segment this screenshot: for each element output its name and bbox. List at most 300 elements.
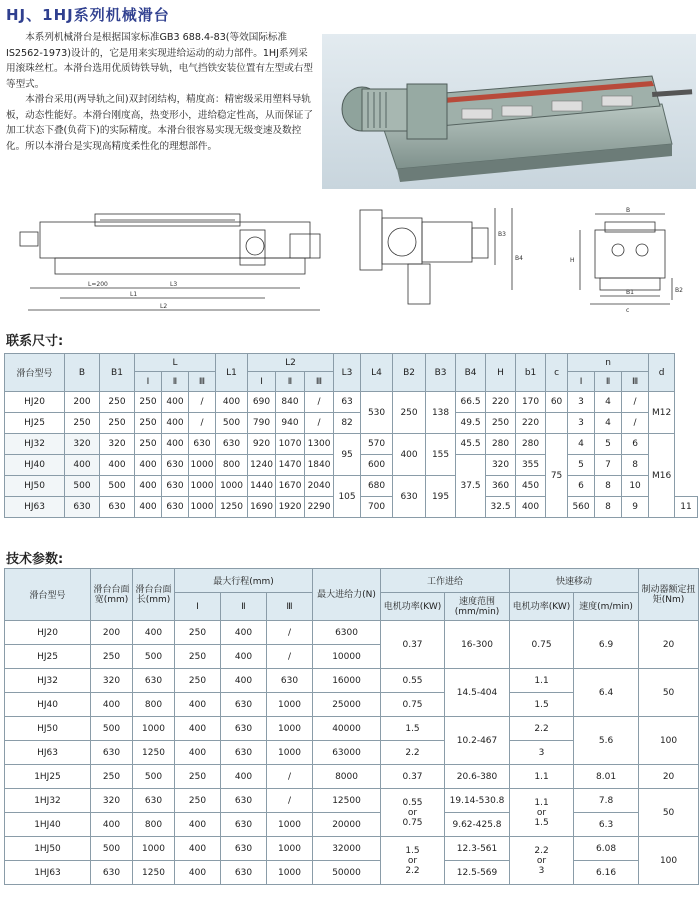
- cell: /: [267, 621, 313, 645]
- col-n-iii: Ⅲ: [622, 372, 649, 392]
- cell: 195: [426, 476, 456, 518]
- product-photo: [322, 34, 696, 189]
- col-b1-small: b1: [516, 354, 546, 392]
- cell-line: 1.1: [534, 797, 549, 808]
- cell: 500: [100, 476, 135, 497]
- table-row: [5, 765, 699, 789]
- cell: 12.3-561: [445, 837, 510, 861]
- cell: 1470: [276, 455, 305, 476]
- cell: 155: [426, 434, 456, 476]
- cell: 690: [248, 392, 276, 413]
- cell: /: [189, 392, 216, 413]
- cell: 500: [216, 413, 248, 434]
- cell: 6.08: [574, 837, 639, 861]
- cell: 630: [221, 741, 267, 765]
- cell-line: 2.2: [534, 845, 549, 856]
- cell: 630: [91, 741, 133, 765]
- cell-model: HJ63: [5, 497, 65, 518]
- cell-model: HJ32: [5, 669, 91, 693]
- cell-rapid-motor-1hj32-40: [510, 789, 574, 837]
- cell: 450: [516, 476, 546, 497]
- cell: 920: [248, 434, 276, 455]
- cell: 250: [486, 413, 516, 434]
- cell: 790: [248, 413, 276, 434]
- col-l2: L2: [248, 354, 334, 372]
- cell: 1000: [267, 717, 313, 741]
- cell: 320: [91, 789, 133, 813]
- cell: 400: [162, 413, 189, 434]
- cell: 3: [568, 392, 595, 413]
- cell: 40000: [313, 717, 381, 741]
- cell: 16000: [313, 669, 381, 693]
- cell: 280: [516, 434, 546, 455]
- cell: 0.75: [381, 693, 445, 717]
- section-title-dimensions: 联系尺寸:: [6, 334, 64, 349]
- cell: 500: [133, 765, 175, 789]
- cell-line: 2.2: [405, 865, 420, 876]
- label-c: c: [626, 307, 630, 314]
- col-l-ii: Ⅱ: [162, 372, 189, 392]
- cell: 1000: [267, 693, 313, 717]
- cell: 45.5: [456, 434, 486, 455]
- cell: 60: [546, 392, 568, 413]
- cell-model: 1HJ32: [5, 789, 91, 813]
- cell-line: 1.5: [534, 817, 549, 828]
- cell: 400: [162, 392, 189, 413]
- cell: 11: [675, 497, 698, 518]
- cell: 400: [65, 455, 100, 476]
- cell: 630: [216, 434, 248, 455]
- cell: 6.16: [574, 861, 639, 885]
- col-c: c: [546, 354, 568, 392]
- cell: /: [305, 413, 334, 434]
- cell: 5: [595, 434, 622, 455]
- col-l4: L4: [361, 354, 393, 392]
- table-row: [5, 837, 699, 861]
- label-l3: L3: [170, 281, 178, 288]
- cell: 250: [175, 645, 221, 669]
- cell: 1000: [267, 741, 313, 765]
- cell: 400: [175, 837, 221, 861]
- cell-model: HJ50: [5, 717, 91, 741]
- cell: /: [267, 765, 313, 789]
- col-rapid-motor: 电机功率(KW): [510, 593, 574, 621]
- label-b2: B2: [675, 287, 683, 294]
- cell: 250: [175, 789, 221, 813]
- description-paragraph-1: 本系列机械滑台是根据国家标准GB3 688.4-83(等效国际标准IS2562-1973)设计的，它是用来实现进给运动的动力部件。1HJ系列采用滚珠丝杠。本滑台选用优质铸铁导轨，电气挡铁安装位置有左型或右型等型式。: [6, 32, 313, 90]
- cell: 630: [162, 455, 189, 476]
- cell: 8: [595, 497, 622, 518]
- cell: 2290: [305, 497, 334, 518]
- cell-model: HJ50: [5, 476, 65, 497]
- cell: 7: [595, 455, 622, 476]
- cell: 220: [486, 392, 516, 413]
- col-l2-ii: Ⅱ: [276, 372, 305, 392]
- table-row: [5, 669, 699, 693]
- col-motor-power: 电机功率(KW): [381, 593, 445, 621]
- cell: 400: [175, 717, 221, 741]
- cell: 95: [334, 434, 361, 476]
- cell: 10000: [313, 645, 381, 669]
- cell: 7.8: [574, 789, 639, 813]
- cell: 16-300: [445, 621, 510, 669]
- cell-line: or: [407, 807, 418, 818]
- cell: 66.5: [456, 392, 486, 413]
- cell: 250: [91, 765, 133, 789]
- cell: 1840: [305, 455, 334, 476]
- table-row: [5, 861, 699, 885]
- cell: 75: [546, 434, 568, 518]
- cell: 1920: [276, 497, 305, 518]
- col-travel-i: Ⅰ: [175, 593, 221, 621]
- cell: 630: [91, 861, 133, 885]
- cell: 2.2: [510, 717, 574, 741]
- cell: 320: [91, 669, 133, 693]
- cell: 250: [91, 645, 133, 669]
- col-travel-iii: Ⅲ: [267, 593, 313, 621]
- table-row: [5, 789, 699, 813]
- cell: 20: [639, 621, 699, 669]
- cell: 50: [639, 789, 699, 837]
- cell-model: 1HJ50: [5, 837, 91, 861]
- cell: 800: [216, 455, 248, 476]
- cell: 63: [334, 392, 361, 413]
- col-n-ii: Ⅱ: [595, 372, 622, 392]
- section-title-tech-params: 技术参数:: [6, 552, 64, 567]
- cell: 5: [568, 455, 595, 476]
- cell-line: or: [536, 855, 547, 866]
- cell: M16: [649, 434, 675, 518]
- cell: 32.5: [486, 497, 516, 518]
- cell: 400: [91, 813, 133, 837]
- label-b1: B1: [626, 289, 634, 296]
- label-h: H: [570, 257, 575, 264]
- label-l2: L2: [160, 303, 168, 310]
- col-l3: L3: [334, 354, 361, 392]
- cell: 400: [393, 434, 426, 476]
- cell: 250: [175, 621, 221, 645]
- cell: 355: [516, 455, 546, 476]
- cell-line: or: [536, 807, 547, 818]
- cell: 570: [361, 434, 393, 455]
- cell: 12.5-569: [445, 861, 510, 885]
- dimensions-table: [4, 353, 698, 518]
- cell: 8: [622, 455, 649, 476]
- col-d: d: [649, 354, 675, 392]
- cell: 9.62-425.8: [445, 813, 510, 837]
- cell-rapid-motor-1hj50-63: [510, 837, 574, 885]
- cell: 1000: [189, 455, 216, 476]
- cell: 100: [639, 837, 699, 885]
- cell: 250: [135, 434, 162, 455]
- cell: 250: [393, 392, 426, 434]
- cell-model: 1HJ63: [5, 861, 91, 885]
- description-paragraph-2: 本滑台采用(两导轨之间)双封闭结构，精度高：精密级采用塑料导轨板，动态性能好。本滑台刚度高，热变形小，进给稳定性高，从而保证了加工状态下叠(负荷下)的实际精度。本滑台很容易实现无级变速及数控化。所以本滑台是实现高精度柔性化的理想部件。: [6, 94, 313, 152]
- col-n-i: Ⅰ: [568, 372, 595, 392]
- cell: /: [189, 413, 216, 434]
- cell: 1000: [267, 861, 313, 885]
- label-b3: B3: [498, 231, 506, 238]
- cell: 630: [162, 476, 189, 497]
- front-view-drawing: [570, 207, 683, 314]
- cell: 400: [175, 741, 221, 765]
- cell: 6: [622, 434, 649, 455]
- cell: 250: [135, 392, 162, 413]
- cell: 6300: [313, 621, 381, 645]
- cell: 320: [100, 434, 135, 455]
- cell: 25000: [313, 693, 381, 717]
- cell-model: HJ20: [5, 621, 91, 645]
- cell: 630: [221, 837, 267, 861]
- cell: 20000: [313, 813, 381, 837]
- cell: 6.4: [574, 669, 639, 717]
- col-length: 滑台台面长(mm): [133, 569, 175, 621]
- cell: 200: [65, 392, 100, 413]
- col-travel-ii: Ⅱ: [221, 593, 267, 621]
- cell: 1000: [133, 837, 175, 861]
- cell: 0.55: [381, 669, 445, 693]
- col-b4: B4: [456, 354, 486, 392]
- cell-model: HJ25: [5, 413, 65, 434]
- cell: 4: [595, 413, 622, 434]
- cell-line: 1.5: [405, 845, 420, 856]
- cell: 8000: [313, 765, 381, 789]
- cell: 400: [175, 861, 221, 885]
- cell-model: 1HJ40: [5, 813, 91, 837]
- cell: 630: [221, 813, 267, 837]
- cell: 1300: [305, 434, 334, 455]
- col-rapid: 快速移动: [510, 569, 639, 593]
- col-l2-iii: Ⅲ: [305, 372, 334, 392]
- cell: 500: [91, 837, 133, 861]
- side-view-drawing: [20, 214, 320, 310]
- cell: 400: [216, 392, 248, 413]
- cell: 400: [133, 621, 175, 645]
- cell: 630: [221, 693, 267, 717]
- technical-drawings: [0, 200, 700, 325]
- label-l1: L1: [130, 291, 138, 298]
- cell: 400: [175, 813, 221, 837]
- table-row: [5, 392, 698, 413]
- cell: 1.1: [510, 765, 574, 789]
- cell: 37.5: [456, 455, 486, 518]
- cell: 250: [135, 413, 162, 434]
- cell: 500: [65, 476, 100, 497]
- cell: 400: [221, 621, 267, 645]
- cell: 6.9: [574, 621, 639, 669]
- cell: 320: [486, 455, 516, 476]
- cell: 100: [639, 717, 699, 765]
- cell: 0.37: [381, 765, 445, 789]
- col-speed-range: 速度范围(mm/min): [445, 593, 510, 621]
- cell-model: 1HJ25: [5, 765, 91, 789]
- cell: 32000: [313, 837, 381, 861]
- tech-params-table: [4, 568, 699, 885]
- col-l2-i: Ⅰ: [248, 372, 276, 392]
- cell: 10.2-467: [445, 717, 510, 765]
- cell: 400: [135, 476, 162, 497]
- cell-model: HJ25: [5, 645, 91, 669]
- cell: 680: [361, 476, 393, 497]
- cell: 800: [133, 693, 175, 717]
- table-row: [5, 813, 699, 837]
- cell-model: HJ40: [5, 455, 65, 476]
- cell-line: 0.55: [402, 797, 423, 808]
- col-model: 滑台型号: [5, 354, 65, 392]
- table-row: [5, 434, 698, 455]
- cell: 250: [175, 765, 221, 789]
- table-row: [5, 717, 699, 741]
- cell: 400: [175, 693, 221, 717]
- col-b2: B2: [393, 354, 426, 392]
- cell: /: [622, 392, 649, 413]
- table-row: [5, 413, 698, 434]
- cell: 400: [135, 455, 162, 476]
- cell: 1000: [216, 476, 248, 497]
- col-b3: B3: [426, 354, 456, 392]
- cell-motor-1hj32-40: [381, 789, 445, 837]
- col-torque: 制动器额定扭矩(Nm): [639, 569, 699, 621]
- cell: 1240: [248, 455, 276, 476]
- cell: 4: [568, 434, 595, 455]
- cell: 50: [639, 669, 699, 717]
- col-force: 最大进给力(N): [313, 569, 381, 621]
- cell: M12: [649, 392, 675, 434]
- cell: 1000: [189, 497, 216, 518]
- end-view-drawing: [360, 208, 523, 304]
- cell: 250: [100, 392, 135, 413]
- cell: 1070: [276, 434, 305, 455]
- col-width: 滑台台面宽(mm): [91, 569, 133, 621]
- cell: 1440: [248, 476, 276, 497]
- cell: 220: [516, 413, 546, 434]
- cell: 105: [334, 476, 361, 518]
- col-b1: B1: [100, 354, 135, 392]
- cell-line: or: [407, 855, 418, 866]
- cell: 630: [221, 789, 267, 813]
- cell: 1670: [276, 476, 305, 497]
- cell: 5.6: [574, 717, 639, 765]
- cell: 1.5: [381, 717, 445, 741]
- label-b4: B4: [515, 255, 523, 262]
- cell: 170: [516, 392, 546, 413]
- cell: 280: [486, 434, 516, 455]
- cell: 630: [133, 669, 175, 693]
- table-row: [5, 621, 699, 645]
- cell: 630: [267, 669, 313, 693]
- cell-model: HJ63: [5, 741, 91, 765]
- cell: 400: [100, 455, 135, 476]
- cell: 400: [162, 434, 189, 455]
- cell: 250: [100, 413, 135, 434]
- cell-model: HJ40: [5, 693, 91, 717]
- cell: 82: [334, 413, 361, 434]
- cell: 400: [516, 497, 546, 518]
- cell: 500: [133, 645, 175, 669]
- cell: 20.6-380: [445, 765, 510, 789]
- cell: /: [267, 645, 313, 669]
- cell: 400: [221, 765, 267, 789]
- table-row: [5, 476, 698, 497]
- cell-line: 0.75: [402, 817, 423, 828]
- label-l-200: L=200: [88, 281, 108, 288]
- col-n: n: [568, 354, 649, 372]
- cell: 630: [221, 717, 267, 741]
- page-title: HJ、1HJ系列机械滑台: [6, 6, 170, 24]
- col-travel: 最大行程(mm): [175, 569, 313, 593]
- cell-line: 3: [538, 865, 545, 876]
- cell: 4: [595, 392, 622, 413]
- cell: 1250: [133, 861, 175, 885]
- cell: 2040: [305, 476, 334, 497]
- cell: 8.01: [574, 765, 639, 789]
- cell: 700: [361, 497, 393, 518]
- cell: 1000: [189, 476, 216, 497]
- col-l: L: [135, 354, 216, 372]
- cell: 1690: [248, 497, 276, 518]
- cell: /: [622, 413, 649, 434]
- cell: 12500: [313, 789, 381, 813]
- col-work-feed: 工作进给: [381, 569, 510, 593]
- cell: 50000: [313, 861, 381, 885]
- cell: 400: [221, 645, 267, 669]
- cell: 0.37: [381, 621, 445, 669]
- cell: [546, 413, 568, 434]
- cell: 400: [135, 497, 162, 518]
- col-model: 滑台型号: [5, 569, 91, 621]
- cell: 1000: [133, 717, 175, 741]
- cell: 6.3: [574, 813, 639, 837]
- cell: 250: [65, 413, 100, 434]
- cell: 630: [65, 497, 100, 518]
- cell: 8: [595, 476, 622, 497]
- col-rapid-speed: 速度(m/min): [574, 593, 639, 621]
- cell-model: HJ20: [5, 392, 65, 413]
- cell: 138: [426, 392, 456, 434]
- cell: 63000: [313, 741, 381, 765]
- cell: 630: [189, 434, 216, 455]
- cell: 14.5-404: [445, 669, 510, 717]
- cell: 560: [568, 497, 595, 518]
- cell: 1250: [133, 741, 175, 765]
- description: [6, 30, 316, 154]
- cell: 2.2: [381, 741, 445, 765]
- cell: 1.5: [510, 693, 574, 717]
- cell: 9: [622, 497, 649, 518]
- cell: 1250: [216, 497, 248, 518]
- cell: 400: [221, 669, 267, 693]
- cell: 49.5: [456, 413, 486, 434]
- cell: 320: [65, 434, 100, 455]
- cell: /: [267, 789, 313, 813]
- cell: 630: [162, 497, 189, 518]
- cell: 200: [91, 621, 133, 645]
- cell: 20: [639, 765, 699, 789]
- col-h: H: [486, 354, 516, 392]
- cell: 3: [568, 413, 595, 434]
- cell: 630: [393, 476, 426, 518]
- cell: 250: [175, 669, 221, 693]
- cell-model: HJ32: [5, 434, 65, 455]
- cell: 1000: [267, 813, 313, 837]
- cell: 630: [100, 497, 135, 518]
- col-l1: L1: [216, 354, 248, 392]
- cell: 840: [276, 392, 305, 413]
- cell: /: [305, 392, 334, 413]
- cell: 940: [276, 413, 305, 434]
- cell: 0.75: [510, 621, 574, 669]
- cell: 360: [486, 476, 516, 497]
